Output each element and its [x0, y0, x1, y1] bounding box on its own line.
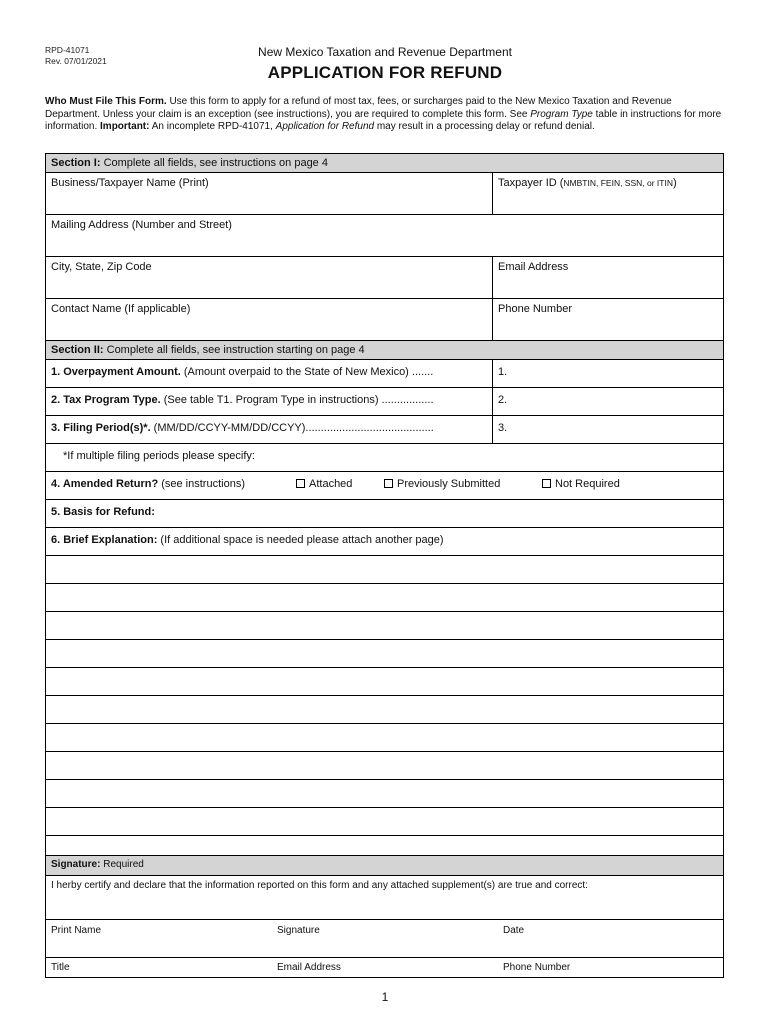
line-1-number: 1. — [498, 366, 508, 378]
amended-return-label-cell — [46, 472, 296, 499]
filing-period-label: 3. Filing Period(s)*. — [51, 422, 151, 434]
intro-text-3: An incomplete RPD-41071, — [149, 121, 276, 133]
title-field[interactable]: Title — [51, 962, 70, 973]
intro-text-1: Use this form to apply for a refund of most tax, fees, or surcharges paid to the New Mexico Taxation and Revenue Department. Unless your claim is an exception (see instructions), you are required to complete this form. See — [45, 96, 672, 120]
line-1-row — [46, 360, 723, 388]
explanation-line[interactable] — [46, 556, 723, 584]
basis-for-refund-cell — [46, 500, 723, 527]
explanation-line[interactable] — [46, 584, 723, 612]
important-label: Important: — [100, 121, 150, 133]
explanation-line[interactable] — [46, 640, 723, 668]
mailing-address-field[interactable] — [46, 215, 723, 256]
email-label: Email Address — [498, 261, 569, 273]
taxpayer-id-types: NMBTIN, FEIN, SSN, or ITIN — [563, 178, 673, 188]
refund-form — [45, 153, 724, 978]
title-row — [46, 958, 723, 977]
city-row — [46, 257, 723, 299]
form-revision: Rev. 07/01/2021 — [45, 56, 107, 66]
amended-return-desc: (see instructions) — [158, 478, 245, 490]
signature-field[interactable]: Signature — [277, 925, 320, 936]
explanation-line[interactable] — [46, 752, 723, 780]
explanation-line[interactable] — [46, 724, 723, 752]
checkbox-attached[interactable] — [296, 479, 305, 488]
section-1-header — [46, 154, 723, 173]
intro-paragraph — [45, 96, 727, 134]
form-number: RPD-41071 — [45, 45, 90, 55]
basis-for-refund-label: 5. Basis for Refund: — [51, 506, 155, 518]
certify-statement: I herby certify and declare that the information reported on this form and any attached supplement(s) are true and correct: — [51, 880, 588, 891]
date-field[interactable]: Date — [503, 925, 525, 936]
city-state-zip-field[interactable] — [46, 257, 492, 298]
line-3-number: 3. — [498, 422, 508, 434]
option-not-required[interactable] — [542, 478, 620, 490]
filing-period-desc: (MM/DD/CCYY-MM/DD/CCYY).......................................... — [150, 422, 434, 434]
filing-period-field[interactable] — [492, 416, 723, 443]
business-name-label: Business/Taxpayer Name (Print) — [51, 177, 209, 189]
section-2-header — [46, 341, 723, 360]
line-5-row[interactable] — [46, 500, 723, 528]
contact-row — [46, 299, 723, 341]
tax-program-field[interactable] — [492, 388, 723, 415]
line-2-number: 2. — [498, 394, 508, 406]
page-number: 1 — [381, 990, 389, 1004]
section-1-text: Complete all fields, see instructions on page 4 — [100, 157, 328, 169]
option-not-required-label: Not Required — [555, 478, 620, 490]
explanation-line[interactable] — [46, 808, 723, 836]
explanation-line[interactable] — [46, 836, 723, 856]
taxpayer-id-label: Taxpayer ID ( — [498, 177, 564, 189]
checkbox-previously-submitted[interactable] — [384, 479, 393, 488]
business-row — [46, 173, 723, 215]
signature-email-field[interactable]: Email Address — [277, 962, 341, 973]
option-previously-submitted[interactable] — [384, 478, 500, 490]
signature-phone-field[interactable]: Phone Number — [503, 962, 571, 973]
brief-explanation-label: 6. Brief Explanation: — [51, 534, 158, 546]
form-name-ref: Application for Refund — [275, 121, 375, 133]
signature-label: Signature: — [51, 859, 101, 870]
explanation-line[interactable] — [46, 780, 723, 808]
program-type-ref: Program Type — [530, 108, 593, 120]
phone-label: Phone Number — [498, 303, 572, 315]
brief-explanation-cell — [46, 528, 723, 555]
contact-name-field[interactable] — [46, 299, 492, 340]
intro-text-4: may result in a processing delay or refund denial. — [374, 121, 595, 133]
signature-header — [46, 856, 723, 876]
section-1-label: Section I: — [51, 157, 101, 169]
explanation-line[interactable] — [46, 668, 723, 696]
line-2-row — [46, 388, 723, 416]
mailing-address-label: Mailing Address (Number and Street) — [51, 219, 232, 231]
phone-field[interactable] — [492, 299, 723, 340]
multiple-periods-label: *If multiple filing periods please specify: — [63, 450, 255, 462]
certify-cell — [46, 876, 723, 919]
filing-period-label-cell — [46, 416, 492, 443]
contact-name-label: Contact Name (If applicable) — [51, 303, 191, 315]
who-must-file-label: Who Must File This Form. — [45, 96, 167, 107]
section-2-label: Section II: — [51, 344, 104, 356]
checkbox-not-required[interactable] — [542, 479, 551, 488]
brief-explanation-desc: (If additional space is needed please attach another page) — [157, 534, 444, 546]
signature-row — [46, 920, 723, 958]
department-name: New Mexico Taxation and Revenue Department — [258, 45, 512, 59]
option-attached-label: Attached — [309, 478, 353, 490]
option-previously-label: Previously Submitted — [397, 478, 501, 490]
section-2-text: Complete all fields, see instruction starting on page 4 — [103, 344, 365, 356]
explanation-line[interactable] — [46, 612, 723, 640]
overpayment-amount-field[interactable] — [492, 360, 723, 387]
taxpayer-id-close: ) — [672, 177, 677, 189]
amended-return-label: 4. Amended Return? — [51, 478, 159, 490]
line-4-row — [46, 472, 723, 500]
email-field[interactable] — [492, 257, 723, 298]
tax-program-desc: (See table T1. Program Type in instructions) ................. — [160, 394, 434, 406]
overpayment-label: 1. Overpayment Amount. — [51, 366, 181, 378]
mailing-row — [46, 215, 723, 257]
overpayment-desc: (Amount overpaid to the State of New Mexico) ....... — [180, 366, 434, 378]
taxpayer-id-field[interactable] — [492, 173, 723, 214]
tax-program-label: 2. Tax Program Type. — [51, 394, 161, 406]
option-attached[interactable] — [296, 478, 352, 490]
business-name-field[interactable] — [46, 173, 492, 214]
intro-text-2: table in instructions for more information. — [45, 108, 722, 133]
line-6-row — [46, 528, 723, 556]
signature-required-text: Required — [100, 859, 144, 870]
page-title: APPLICATION FOR REFUND — [267, 63, 503, 82]
multiple-periods-cell — [58, 444, 718, 471]
tax-program-label-cell — [46, 388, 492, 415]
print-name-field[interactable]: Print Name — [51, 925, 102, 936]
line-3-row — [46, 416, 723, 444]
multiple-periods-row[interactable] — [46, 444, 723, 472]
certify-row — [46, 876, 723, 920]
city-state-zip-label: City, State, Zip Code — [51, 261, 152, 273]
explanation-line[interactable] — [46, 696, 723, 724]
overpayment-label-cell — [46, 360, 492, 387]
